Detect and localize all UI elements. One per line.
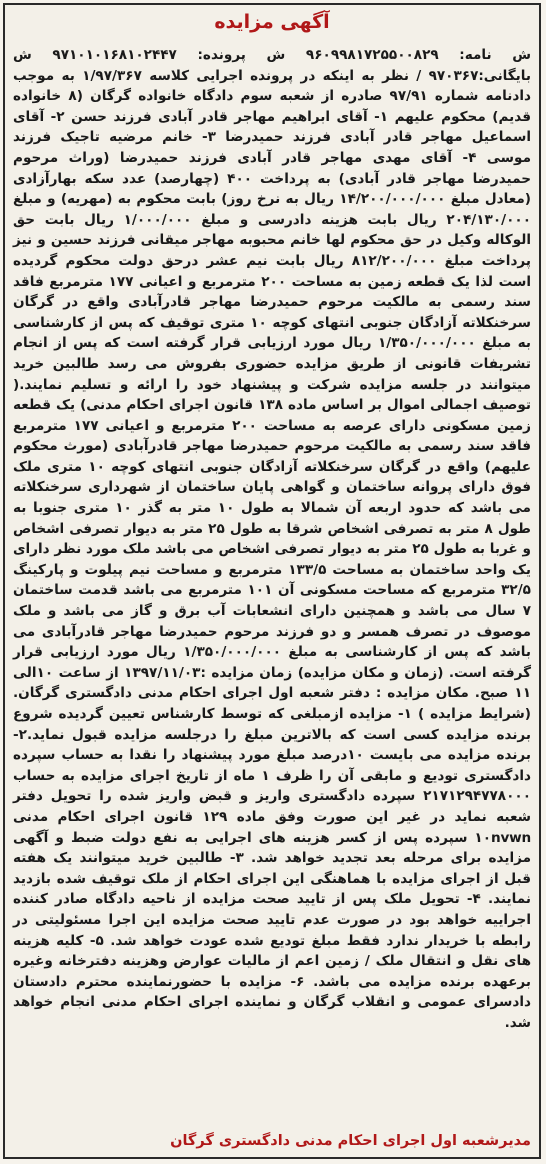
- auction-notice: [3, 3, 541, 1159]
- notice-paragraph: ش نامه: ۹۶۰۹۹۸۱۷۲۵۵۰۰۸۲۹ ش پرونده: ۹۷۱۰۱۰۱۶۸۱۰۲۴۴۷ ش بایگانی:۹۷۰۳۶۷ / نظر به اینکه در پرونده اجرایی کلاسه ۱/۹۷/۳۶۷ به موجب دادنامه شماره ۹۷/۹۱ صادره از شعبه سوم دادگاه خانواده گرگان (۸ خانواده قدیم) محکوم علیهم ۱- آقای ابراهیم مهاجر قادر آبادی فرزند حسن ۲- آقای اسماعیل مهاجر قادر آبادی فرزند حمیدرضا ۳- خانم مرضیه تاجیک فرزند موسی ۴- آقای مهدی مهاجر قادر آبادی فرزند حمیدرضا (وراث مرحوم حمیدرضا مهاجر قادر آبادی) به پرداخت ۴۰۰ (چهارصد) عدد سکه بهارآزادی (معادل مبلغ ۱۴/۲۰۰/۰۰۰/۰۰۰ ریال به نرخ روز) بابت محکوم به (مهریه) و مبلغ ۲۰۴/۱۳۰/۰۰۰ ریال بابت هزینه دادرسی و مبلغ ۱/۰۰۰/۰۰۰ ریال بابت حق الوکاله وکیل در حق محکوم لها خانم محبوبه مهاجر میقانی فرزند حسین و نیز پرداخت مبلغ ۸۱۲/۲۰۰/۰۰۰ ریال بابت نیم عشر درحق دولت محکوم گردیده است لذا یک قطعه زمین به مساحت ۲۰۰ مترمربع و اعیانی ۱۷۷ مترمربع فاقد سند رسمی به مالکیت مرحوم حمیدرضا مهاجر قادرآبادی واقع در گرگان سرخنکلاته آزادگان جنوبی انتهای کوچه ۱۰ متری توقیف که پس از کارشناسی به مبلغ ۱/۳۵۰/۰۰۰/۰۰۰ ریال مورد ارزیابی قرار گرفته است که پس از انجام تشریفات قانونی از طریق مزایده حضوری بفروش می رسد طالبین خرید میتوانند در جلسه مزایده شرکت و پیشنهاد خود را ارائه و تسلیم نمایند.( توصیف اجمالی اموال بر اساس ماده ۱۳۸ قانون اجرای احکام مدنی) یک قطعه زمین مسکونی دارای عرصه به مساحت ۲۰۰ مترمربع و اعیانی ۱۷۷ مترمربع فاقد سند رسمی به مالکیت مرحوم حمیدرضا مهاجر قادرآبادی (مورث محکوم علیهم) واقع در گرگان سرخنکلاته آزادگان جنوبی انتهای کوچه ۱۰ متری ملک فوق دارای پروانه ساختمان و گواهی پایان ساختمان از شهرداری سرخنکلاته می باشد که حدود اربعه آن شمالا به طول ۱۰ متر به گذر ۱۰ متری جنوبا به طول ۸ متر به تصرفی اشخاص شرقا به طول ۲۵ متر به دیوار تصرفی اشخاص و غربا به طول ۲۵ متر به دیوار تصرفی اشخاص می باشد ملک مورد نظر دارای یک واحد ساختمان به مساحت ۱۳۳/۵ مترمربع و مساحت نیم پیلوت و پارکینگ ۳۲/۵ مترمربع که مساحت مسکونی آن ۱۰۱ مترمربع می باشد قدمت ساختمان ۷ سال می باشد و همچنین دارای انشعابات آب برق و گاز می باشد و ملک موصوف در تصرف همسر و دو فرزند مرحوم حمیدرضا مهاجر قادرآبادی می باشد که پس از کارشناسی به مبلغ ۱/۳۵۰/۰۰۰/۰۰۰ ریال مورد ارزیابی قرار گرفته است. (زمان و مکان مزایده) زمان مزایده :۱۳۹۷/۱۱/۰۳ از ساعت ۱۰الی ۱۱ صبح. مکان مزایده : دفتر شعبه اول اجرای احکام مدنی دادگستری گرگان. (شرایط مزایده ) ۱- مزایده ازمبلغی که توسط کارشناس تعیین گردیده شروع برنده مزایده کسی است که بالاترین مبلغ را درجلسه مزایده قبول نماید.۲- برنده مزایده می بایست ۱۰درصد مبلغ مورد پیشنهاد را نقدا به حساب سپرده دادگستری تودیع و مابقی آن را ظرف ۱ ماه از تاریخ اجرای مزایده به حساب ۲۱۷۱۲۹۴۷۷۸۰۰۰ سپرده دادگستری واریز و قبض واریز شده را تحویل دفتر شعبه نماید در غیر این صورت وفق ماده ۱۲۹ قانون اجرای احکام مدنی ۱۰nvwn سپرده پس از کسر هزینه های اجرایی به نفع دولت ضبط و آگهی مزایده برای مرحله بعد تجدید خواهد شد. ۳- طالبین خرید میتوانند یک هفته قبل از اجرای مزایده با هماهنگی این اجرای احکام از ملک توقیف شده بازدید نمایند. ۴- تحویل ملک پس از تایید صحت مزایده از ناحیه دادگاه صادر کننده اجراییه خواهد بود در صورت عدم تایید صحت مزایده این اجرا مسئولیتی در رابطه با خریدار ندارد فقط مبلغ تودیع شده عودت خواهد شد. ۵- کلیه هزینه های نقل و انتقال ملک / زمین اعم از مالیات عوارض وهزینه دفترخانه وغیره برعهده برنده مزایده می باشد. ۶- مزایده با حضورنماینده محترم دادستان دادسرای عمومی و انقلاب گرگان و نماینده اجرای احکام مدنی انجام خواهد شد.: [13, 47, 532, 1031]
- notice-body: [13, 45, 531, 1034]
- notice-signature: مدیرشعبه اول اجرای احکام مدنی دادگستری گرگان: [170, 1133, 531, 1149]
- notice-title: آگهی مزایده: [214, 11, 330, 33]
